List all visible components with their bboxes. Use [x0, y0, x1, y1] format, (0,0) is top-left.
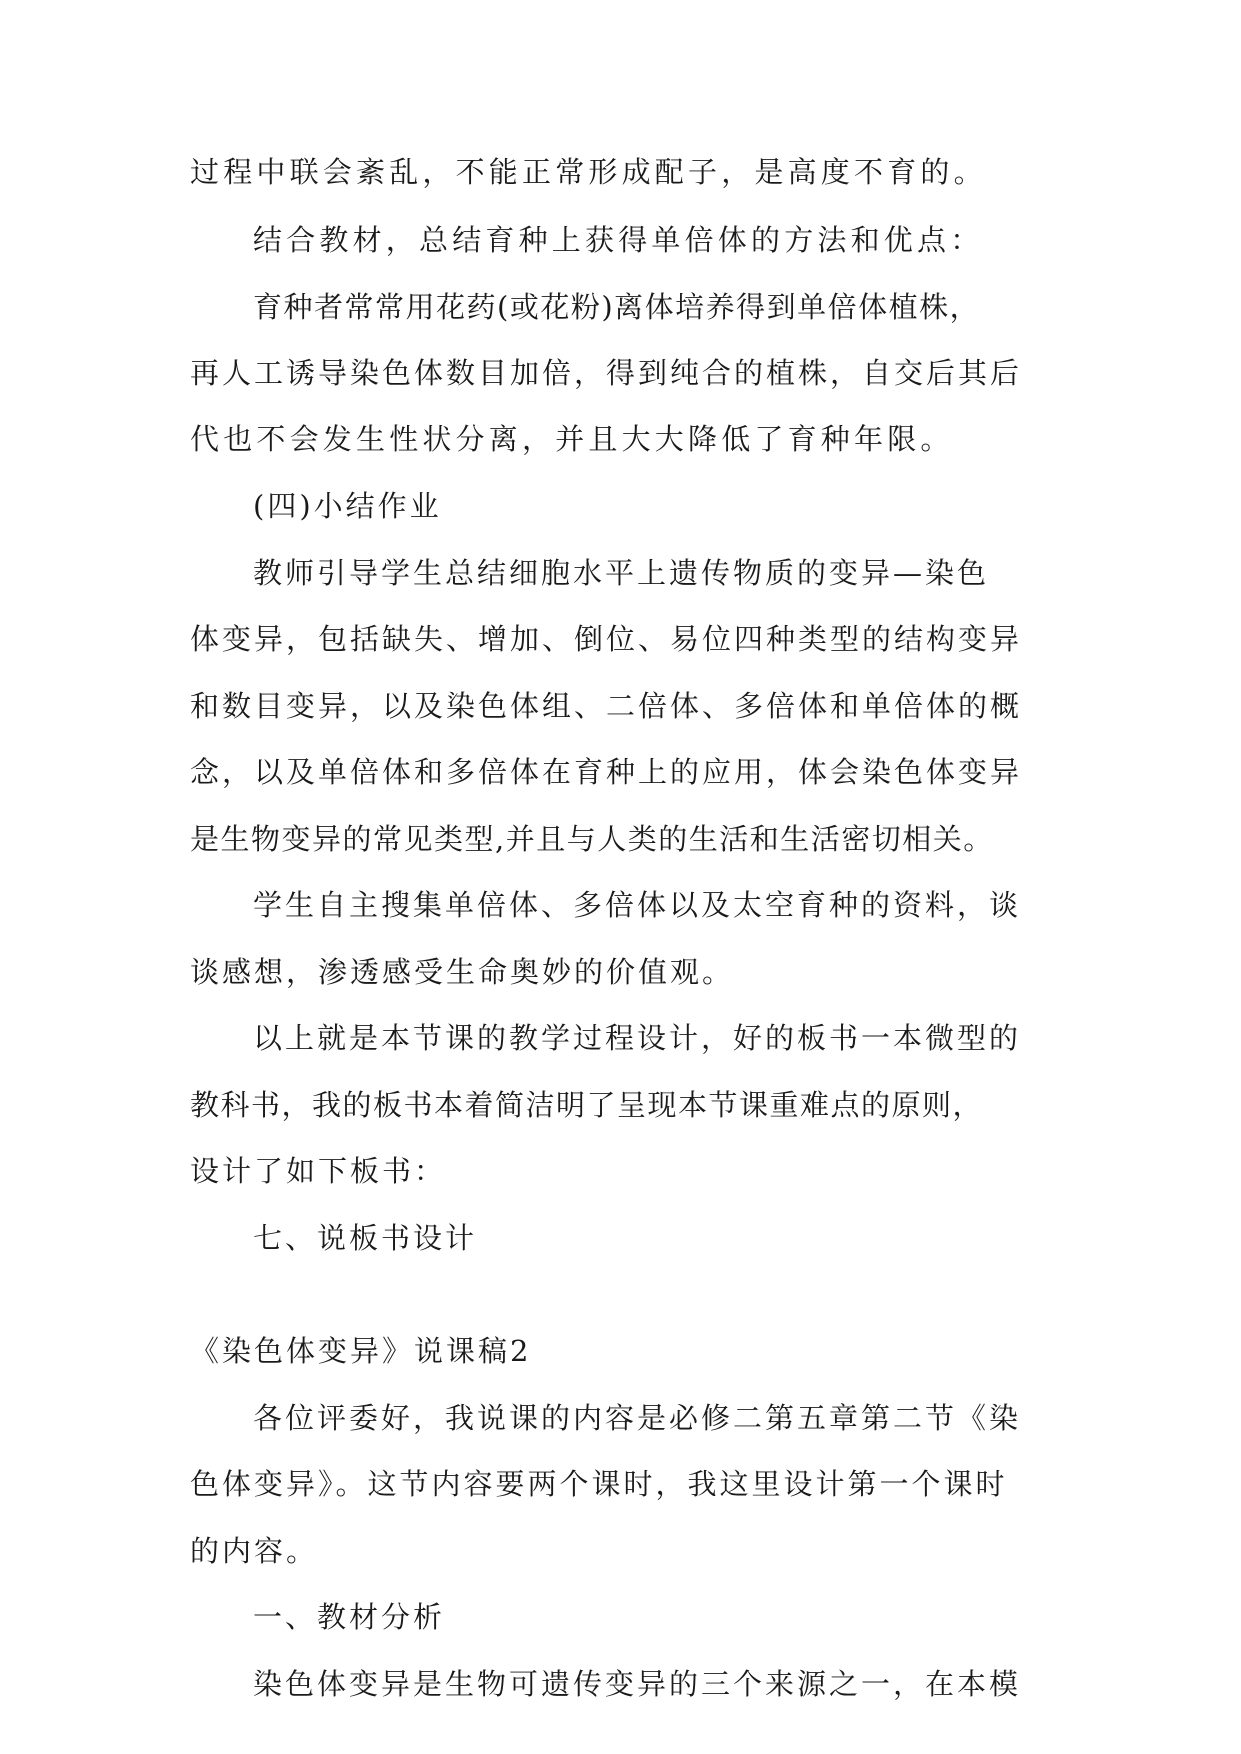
text-line: 各位评委好，我说课的内容是必修二第五章第二节《染: [253, 1401, 1022, 1435]
section-heading: 七、说板书设计: [253, 1221, 478, 1255]
text-line: 教科书，我的板书本着简洁明了呈现本节课重难点的原则，: [190, 1088, 984, 1122]
text-line: 再人工诱导染色体数目加倍，得到纯合的植株，自交后其后: [190, 356, 1023, 390]
text-line: 是生物变异的常见类型,并且与人类的生活和生活密切相关。: [190, 822, 994, 856]
text-line: 色体变异》。这节内容要两个课时，我这里设计第一个课时: [190, 1467, 1008, 1501]
text-line: 的内容。: [190, 1534, 319, 1568]
text-line: 结合教材，总结育种上获得单倍体的方法和优点：: [253, 223, 984, 257]
text-line: 过程中联会紊乱，不能正常形成配子，是高度不育的。: [190, 155, 987, 189]
section-heading: (四)小结作业: [253, 489, 442, 523]
text-line: 以上就是本节课的教学过程设计，好的板书一本微型的: [253, 1021, 1022, 1055]
text-line: 和数目变异，以及染色体组、二倍体、多倍体和单倍体的概: [190, 689, 1023, 723]
text-line: 教师引导学生总结细胞水平上遗传物质的变异—染色: [253, 556, 990, 590]
text-line: 谈感想，渗透感受生命奥妙的价值观。: [190, 955, 735, 989]
text-line: 设计了如下板书：: [190, 1154, 447, 1188]
text-line: 念，以及单倍体和多倍体在育种上的应用，体会染色体变异: [190, 755, 1023, 789]
document-title: 《染色体变异》说课稿2: [190, 1334, 532, 1368]
text-line: 染色体变异是生物可遗传变异的三个来源之一，在本模: [253, 1667, 1022, 1701]
section-heading: 一、教材分析: [253, 1600, 446, 1634]
text-line: 育种者常常用花药(或花粉)离体培养得到单倍体植株，: [253, 290, 981, 324]
text-line: 学生自主搜集单倍体、多倍体以及太空育种的资料，谈: [253, 888, 1022, 922]
text-line: 体变异，包括缺失、增加、倒位、易位四种类型的结构变异: [190, 622, 1023, 656]
text-line: 代也不会发生性状分离，并且大大降低了育种年限。: [190, 422, 954, 456]
